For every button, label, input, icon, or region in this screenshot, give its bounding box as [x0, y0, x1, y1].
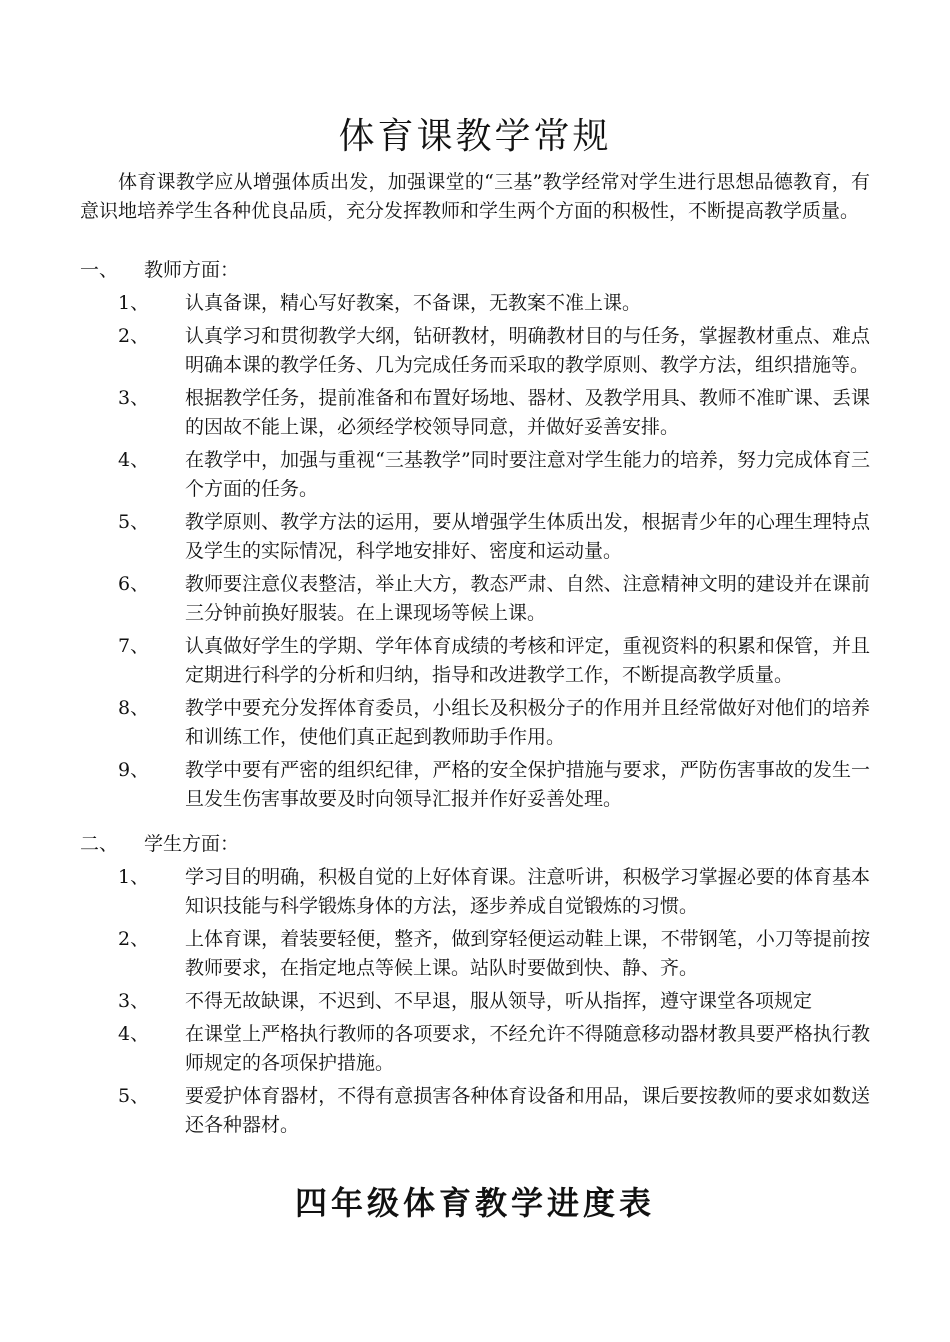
list-item: [80, 446, 870, 504]
list-item: [80, 694, 870, 752]
list-item: [80, 1082, 870, 1140]
list-item-number: 9、: [118, 759, 150, 781]
list-item-number: 2、: [118, 928, 150, 950]
list-item-number: 3、: [118, 990, 150, 1012]
list-item-text: 在课堂上严格执行教师的各项要求，不经允许不得随意移动器材教具要严格执行教师规定的各项保护措施。: [185, 1023, 870, 1074]
section-student: [80, 830, 870, 1144]
list-item: [80, 289, 870, 318]
list-item-number: 6、: [118, 573, 150, 595]
list-item-text: 根据教学任务，提前准备和布置好场地、器材、及教学用具、教师不准旷课、丢课的因故不能上课，必须经学校领导同意，并做好妥善安排。: [185, 387, 870, 438]
list-item: [80, 863, 870, 921]
student-rule-list: [80, 863, 870, 1140]
list-item-text: 上体育课，着装要轻便，整齐，做到穿轻便运动鞋上课，不带钢笔，小刀等提前按教师要求，在指定地点等候上课。站队时要做到快、静、齐。: [185, 928, 870, 979]
list-item: [80, 322, 870, 380]
list-item: [80, 1020, 870, 1078]
list-item: [80, 925, 870, 983]
list-item-text: 在教学中，加强与重视“三基教学”同时要注意对学生能力的培养，努力完成体育三个方面的任务。: [185, 449, 870, 500]
section-number: 一、: [80, 259, 119, 281]
list-item-text: 认真学习和贯彻教学大纲，钻研教材，明确教材目的与任务，掌握教材重点、难点明确本课的教学任务、几为完成任务而采取的教学原则、教学方法，组织措施等。: [185, 325, 870, 376]
list-item: [80, 570, 870, 628]
list-item-number: 1、: [118, 866, 150, 888]
list-item: [80, 632, 870, 690]
section-teacher: [80, 256, 870, 818]
list-item-text: 要爱护体育器材，不得有意损害各种体育设备和用品，课后要按教师的要求如数送还各种器材。: [185, 1085, 870, 1136]
list-item: [80, 987, 870, 1016]
section-heading-text: 教师方面：: [144, 259, 240, 281]
list-item: [80, 756, 870, 814]
list-item-text: 教学中要有严密的组织纪律，严格的安全保护措施与要求，严防伤害事故的发生一旦发生伤害事故要及时向领导汇报并作好妥善处理。: [185, 759, 870, 810]
list-item-number: 5、: [118, 1085, 150, 1107]
list-item-text: 教师要注意仪表整洁，举止大方，教态严肃、自然、注意精神文明的建设并在课前三分钟前换好服装。在上课现场等候上课。: [185, 573, 870, 624]
list-item-text: 认真备课，精心写好教案，不备课，无教案不准上课。: [185, 292, 642, 314]
list-item-text: 教学原则、教学方法的运用，要从增强学生体质出发，根据青少年的心理生理特点及学生的实际情况，科学地安排好、密度和运动量。: [185, 511, 870, 562]
list-item-number: 5、: [118, 511, 150, 533]
list-item-number: 8、: [118, 697, 150, 719]
list-item: [80, 508, 870, 566]
list-item-text: 学习目的明确，积极自觉的上好体育课。注意听讲，积极学习掌握必要的体育基本知识技能与科学锻炼身体的方法，逐步养成自觉锻炼的习惯。: [185, 866, 870, 917]
list-item-number: 1、: [118, 292, 150, 314]
list-item-text: 认真做好学生的学期、学年体育成绩的考核和评定，重视资料的积累和保管，并且定期进行科学的分析和归纳，指导和改进教学工作，不断提高教学质量。: [185, 635, 870, 686]
section-heading-text: 学生方面：: [144, 833, 240, 855]
list-item-text: 教学中要充分发挥体育委员，小组长及积极分子的作用并且经常做好对他们的培养和训练工作，使他们真正起到教师助手作用。: [185, 697, 870, 748]
page-title: 体育课教学常规: [338, 116, 612, 157]
list-item-number: 7、: [118, 635, 150, 657]
intro-paragraph: 体育课教学应从增强体质出发，加强课堂的“三基”教学经常对学生进行思想品德教育，有意识地培养学生各种优良品质，充分发挥教师和学生两个方面的积极性，不断提高教学质量。: [80, 171, 870, 222]
section-heading: [80, 256, 870, 285]
teacher-rule-list: [80, 289, 870, 814]
list-item: [80, 384, 870, 442]
section-number: 二、: [80, 833, 119, 855]
section-heading: [80, 830, 870, 859]
list-item-number: 3、: [118, 387, 150, 409]
list-item-number: 2、: [118, 325, 150, 347]
progress-table-title: 四年级体育教学进度表: [294, 1184, 655, 1222]
list-item-text: 不得无故缺课，不迟到、不早退，服从领导，听从指挥，遵守课堂各项规定: [185, 990, 813, 1012]
list-item-number: 4、: [118, 449, 150, 471]
list-item-number: 4、: [118, 1023, 150, 1045]
